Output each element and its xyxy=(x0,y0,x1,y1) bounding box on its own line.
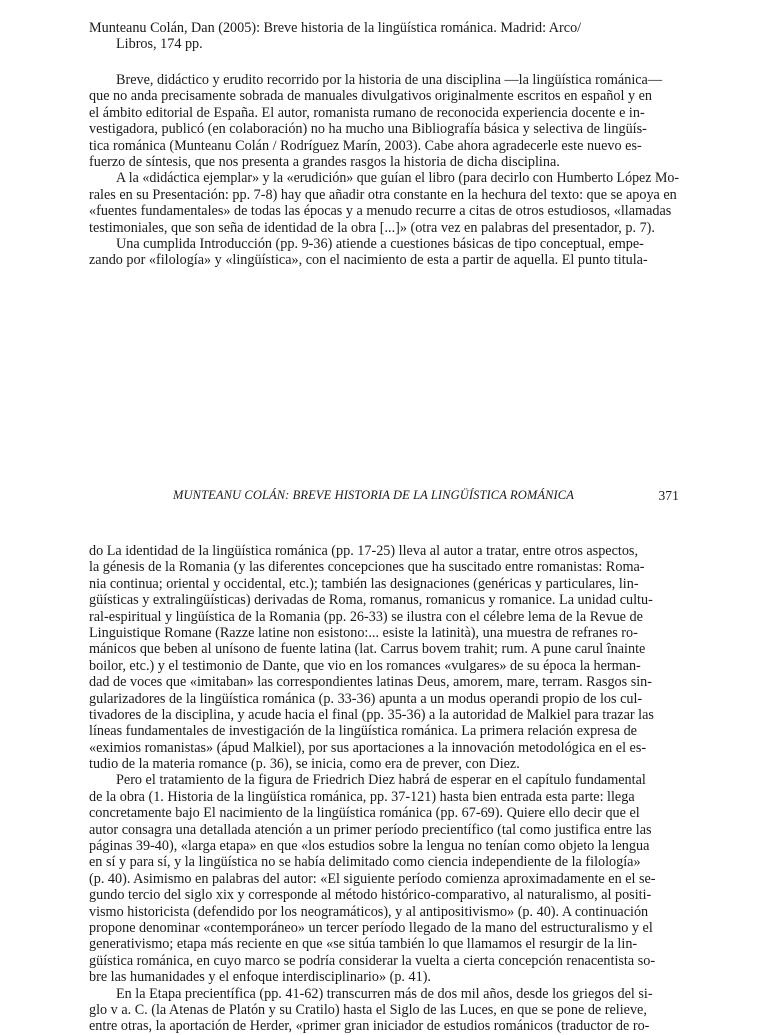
text-line: rales en su Presentación: pp. 7-8) hay que añadir otra constante en la hechura del texto: que se apoya en xyxy=(89,186,677,203)
text-line: Breve, didáctico y erudito recorrido por la historia de una disciplina —la lingüística románica— xyxy=(116,72,663,88)
text-line: vismo historicista (defendido por los neogramáticos), y al antipositivismo» (p. 40). A continuación xyxy=(89,903,649,920)
text-line: de la obra (1. Historia de la lingüística románica, pp. 37-121) hasta bien entrada esta parte: llega xyxy=(89,788,635,805)
text-line: glo v a. C. (la Atenas de Platón y su Cratilo) hasta el Siglo de las Luces, en que se pone de relieve, xyxy=(89,1001,647,1018)
text-line: que no anda precisamente sobrada de manuales divulgativos originalmente escritos en español y en xyxy=(89,88,652,105)
text-line: fuerzo de síntesis, que nos presenta a grandes rasgos la historia de dicha disciplina. xyxy=(89,153,560,170)
reference-line-2: Libros, 174 pp. xyxy=(116,36,203,53)
running-head-title: MUNTEANU COLÁN: BREVE HISTORIA DE LA LINGÜÍSTICA ROMÁNICA xyxy=(173,488,574,502)
text-line: tica románica (Munteanu Colán / Rodríguez Marín, 2003). Cabe ahora agradecerle este nuevo es- xyxy=(89,137,642,154)
text-line: el ámbito editorial de España. El autor, romanista rumano de reconocida experiencia docente e in- xyxy=(89,104,645,121)
text-line: ral-espiritual y lingüística de la Romania (pp. 26-33) se ilustra con el célebre lema de la Revue de xyxy=(89,608,643,625)
text-line: bre las humanidades y el enfoque interdisciplinario» (p. 41). xyxy=(89,969,431,986)
text-line: dad de voces que «imitaban» las correspondientes latinas Deus, amorem, mare, terram. Rasgos sin- xyxy=(89,674,652,691)
bibliographic-reference xyxy=(89,20,679,53)
text-line: güística románica, en cuyo marco se podría considerar la vuelta a cierta concepción renacentista so- xyxy=(89,952,656,969)
text-line: Linguistique Romane (Razze latine non esistono:... esiste la latinità), una muestra de refranes ro- xyxy=(89,624,638,641)
text-line: gularizadores de la lingüística románica (p. 33-36) apunta a un modus operandi propio de los cul- xyxy=(89,690,643,707)
text-line: tivadores de la disciplina, y acude hacia el final (pp. 35-36) a la autoridad de Malkiel para trazar las xyxy=(89,706,654,723)
text-line: tudio de la materia romance (p. 36), se inicia, como era de prever, con Diez. xyxy=(89,756,520,773)
text-line: vestigadora, publicó (en colaboración) no ha mucho una Bibliografía básica y selectiva de lingüís- xyxy=(89,121,647,138)
text-line: propone denominar «contemporáneo» un tercer período llegado de la mano del estructuralismo y el xyxy=(89,919,653,936)
text-line: entre otras, la aportación de Herder, «primer gran iniciador de estudios románicos (traductor de ro- xyxy=(89,1018,650,1035)
text-line: testimoniales, que son seña de identidad de la obra [...]» (otra vez en palabras del presentador, p. 7). xyxy=(89,219,655,236)
review-opening-paragraphs xyxy=(89,72,679,269)
running-head xyxy=(89,488,679,506)
text-line: boilor, etc.) y el testimonio de Dante, que vio en los romances «vulgares» de su época la herman- xyxy=(89,657,641,674)
text-line: En la Etapa precientífica (pp. 41-62) transcurren más de dos mil años, desde los griegos del si- xyxy=(116,985,653,1002)
text-line: autor consagra una detallada atención a un primer período precientífico (tal como justifica entre las xyxy=(89,821,652,838)
text-line: páginas 39-40), «larga etapa» en que «los estudios sobre la lengua no tenían como objeto la lengua xyxy=(89,838,650,855)
text-line: nia continua; oriental y occidental, etc.); también las designaciones (genéricas y particulares, lin- xyxy=(89,575,639,592)
text-line: generativismo; etapa más reciente en que «se sitúa también lo que llamamos el resurgir de la lin- xyxy=(89,936,638,953)
text-line: «fuentes fundamentales» de todas las épocas y a menudo recurre a citas de otros estudiosos, «llamadas xyxy=(89,203,672,220)
text-line: concretamente bajo El nacimiento de la lingüística románica (pp. 67-69). Quiere ello decir que el xyxy=(89,805,640,822)
text-line: la génesis de la Romania (y las diferentes concepciones que ha suscitado entre romanistas: Roma- xyxy=(89,559,645,576)
text-line: Pero el tratamiento de la figura de Friedrich Diez habrá de esperar en el capítulo fundamental xyxy=(116,772,646,789)
text-line: mánicos que beben al unísono de fuente latina (lat. Carrus bovem trahit; rum. A pune carul înainte xyxy=(89,641,646,658)
text-line: A la «didáctica ejemplar» y la «erudición» que guían el libro (para decirlo con Humberto López Mo- xyxy=(116,170,679,187)
text-line: (p. 40). Asimismo en palabras del autor: «El siguiente período comienza aproximadamente en el se- xyxy=(89,870,656,887)
page-number: 371 xyxy=(658,488,679,503)
text-line: zando por «filología» y «lingüística», con el nacimiento de esta a partir de aquella. El punto titula- xyxy=(89,252,648,269)
text-line: güísticas y extralingüísticas) derivadas de Roma, romanus, romanicus y romanice. La unidad cultu- xyxy=(89,592,653,609)
review-continuation-paragraphs xyxy=(89,543,679,1035)
text-line: gundo tercio del siglo xix y corresponde al método histórico-comparativo, al naturalismo, al positi- xyxy=(89,887,652,904)
text-line: «eximios romanistas» (ápud Malkiel), por sus aportaciones a la innovación metodológica en el es- xyxy=(89,739,647,756)
reference-line-1: Munteanu Colán, Dan (2005): Breve historia de la lingüística románica. Madrid: Arco/ xyxy=(89,20,582,36)
text-line: líneas fundamentales de investigación de la lingüística románica. La primera relación expresa de xyxy=(89,723,637,740)
text-line: en sí y para sí, y la lingüística no se había delimitado como ciencia independiente de la filología» xyxy=(89,854,641,871)
text-line: do La identidad de la lingüística románica (pp. 17-25) lleva al autor a tratar, entre otros aspectos, xyxy=(89,543,638,559)
text-line: Una cumplida Introducción (pp. 9-36) atiende a cuestiones básicas de tipo conceptual, empe- xyxy=(116,235,644,252)
